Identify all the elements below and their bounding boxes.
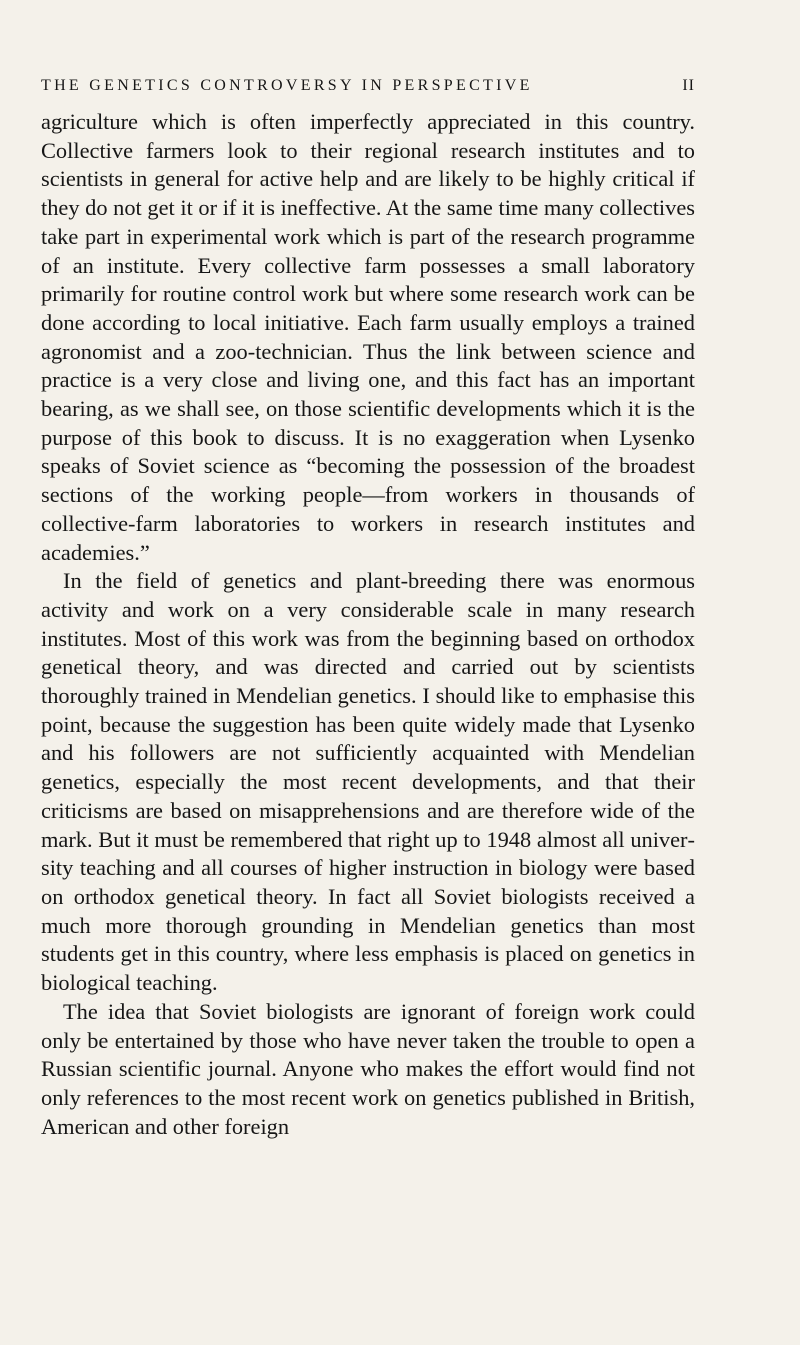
paragraph-1: agriculture which is often imperfectly appreciated in this country. Collective farmers look to their regional research institutes and to scientists in general for active help and are likely to be highly critical if they do not get it or if it is ineffective. At the same time many collectives take part in experimental work which is part of the research programme of an institute. Every collective farm possesses a small laboratory primarily for routine control work but where some research work can be done according to local initiative. Each farm usually employs a trained agronomist and a zoo-technician. Thus the link between science and practice is a very close and living one, and this fact has an important bearing, as we shall see, on those scientific developments which it is the purpose of this book to discuss. It is no exaggeration when Lysenko speaks of Soviet science as “becoming the possession of the broadest sections of the working people—from workers in thousands of collective-farm laboratories to workers in research institutes and academies.” — [41, 109, 695, 565]
body-text — [41, 108, 695, 1141]
paragraph-2: In the field of genetics and plant-breeding there was enormous activity and work on a very considerable scale in many research institutes. Most of this work was from the beginning based on orthodox genetical theory, and was directed and carried out by scientists thoroughly trained in Mendelian genetics. I should like to emphasise this point, because the suggestion has been quite widely made that Lysenko and his followers are not sufficiently acquainted with Mendelian genetics, especially the most recent developments, and that their criticisms are based on misapprehensions and are therefore wide of the mark. But it must be remembered that right up to 1948 almost all university teaching and all courses of higher instruction in biology were based on orthodox genetical theory. In fact all Soviet biologists received a much more thorough grounding in Mendelian genetics than most students get in this country, where less emphasis is placed on genetics in biological teaching. — [41, 568, 695, 996]
running-title: THE GENETICS CONTROVERSY IN PERSPECTIVE — [41, 77, 533, 94]
running-header — [41, 76, 695, 96]
paragraph-3: The idea that Soviet biologists are ignorant of foreign work could only be entertained by those who have never taken the trouble to open a Russian scientific journal. Anyone who makes the effort would find not only references to the most recent work on genetics published in British, American and other foreign — [41, 998, 695, 1139]
page-number: II — [682, 77, 695, 94]
